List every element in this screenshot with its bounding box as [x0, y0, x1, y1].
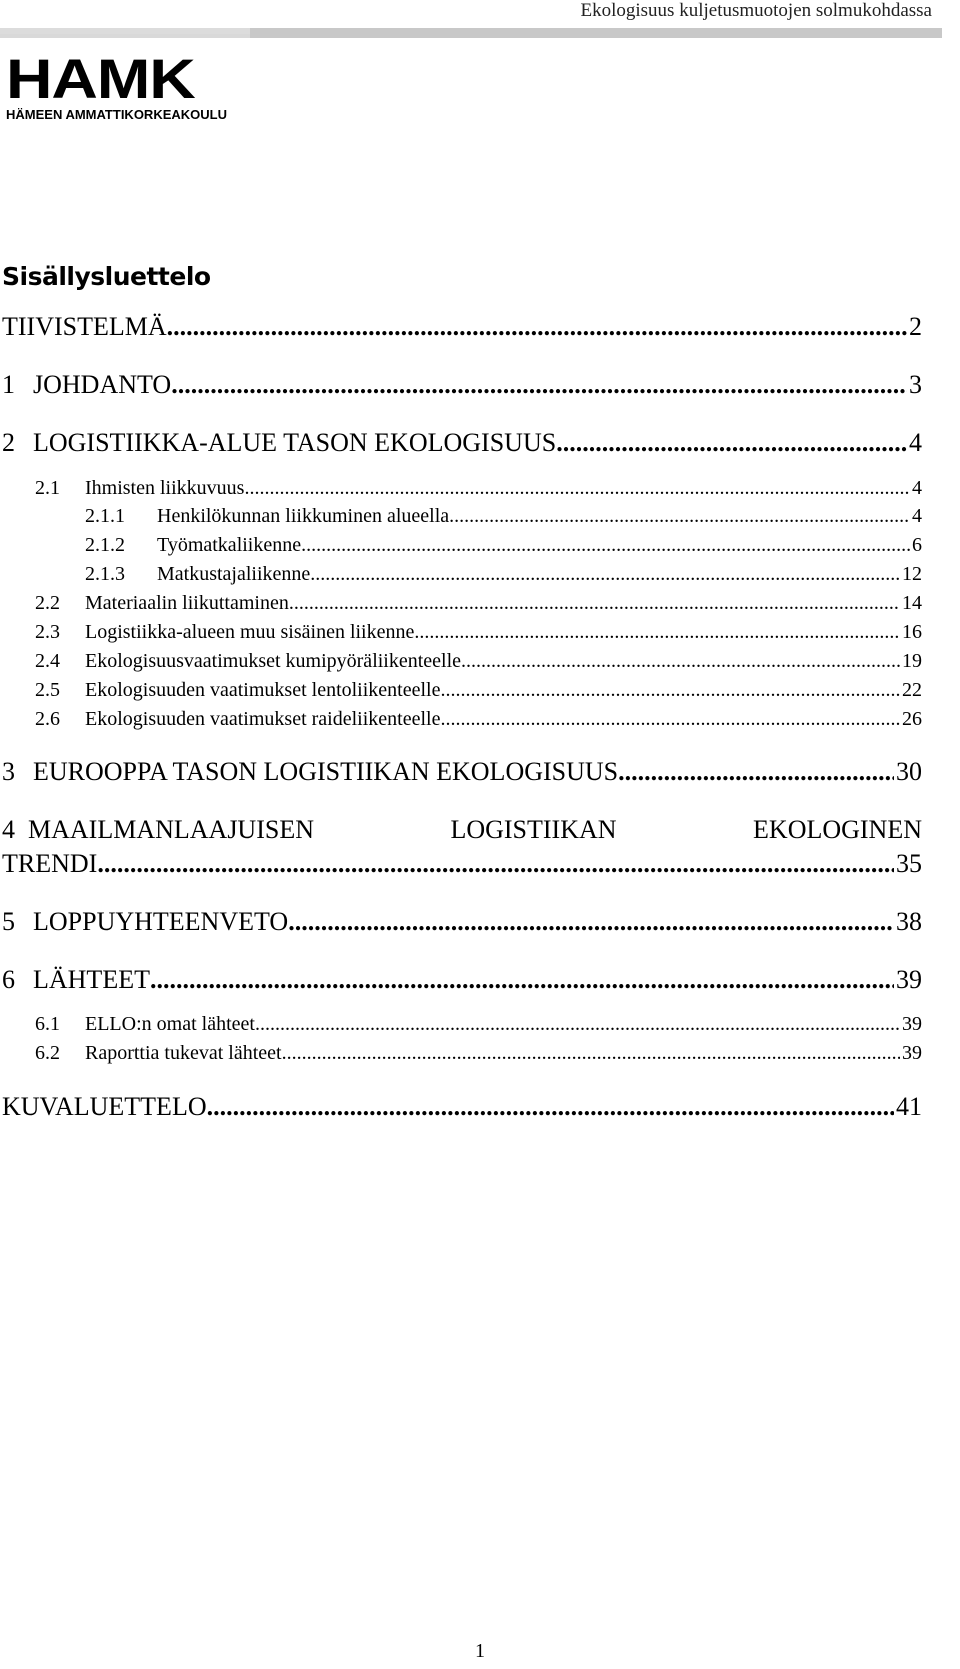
toc-leader-dots — [97, 849, 894, 879]
toc-entry-number: 2.6 — [35, 708, 60, 730]
toc-entry-tiivistelma[interactable] — [2, 312, 922, 342]
toc-entry-number: 2.1 — [35, 477, 60, 499]
toc-leader-dots — [301, 534, 910, 557]
toc-leader-dots — [289, 592, 900, 615]
toc-entry-number: 2.4 — [35, 650, 60, 672]
toc-entry-number: 2 — [2, 428, 15, 457]
toc-entry-number: 2.1.1 — [85, 505, 125, 527]
toc-entry-page: 12 — [902, 563, 922, 585]
logo-subtitle: HÄMEEN AMMATTIKORKEAKOULU — [6, 107, 227, 122]
toc-leader-dots — [440, 679, 900, 702]
toc-entry-page: 4 — [912, 477, 922, 499]
toc-entry-title: Ekologisuuden vaatimukset lentoliikenteelle — [85, 679, 441, 701]
toc-leader-dots — [440, 708, 900, 731]
toc-entry-6-1[interactable] — [35, 1013, 922, 1036]
hamk-logo — [6, 47, 227, 122]
toc-entry-4-second-line[interactable] — [2, 849, 922, 879]
toc-entry-title: LOGISTIIKKA-ALUE TASON EKOLOGISUUS — [33, 428, 557, 457]
toc-entry-6-2[interactable] — [35, 1042, 922, 1065]
toc-entry-number: 4 — [2, 815, 15, 844]
toc-entry-kuvaluettelo[interactable] — [2, 1092, 922, 1122]
toc-leader-dots — [244, 477, 910, 500]
toc-entry-2-3[interactable] — [35, 621, 922, 644]
toc-entry-title: LOPPUYHTEENVETO — [33, 907, 289, 936]
toc-entry-2-4[interactable] — [35, 650, 922, 673]
toc-entry-title: Ihmisten liikkuvuus — [85, 477, 245, 499]
toc-entry-page: 2 — [909, 312, 922, 341]
toc-entry-number: 3 — [2, 757, 15, 786]
toc-entry-2[interactable] — [2, 428, 922, 458]
toc-entry-title: KUVALUETTELO — [2, 1092, 207, 1121]
toc-entry-2-1-1[interactable] — [85, 505, 922, 528]
running-header: Ekologisuus kuljetusmuotojen solmukohdassa — [580, 0, 932, 21]
toc-leader-dots — [171, 370, 907, 400]
toc-entry-title: Ekologisuusvaatimukset kumipyöräliikenteelle — [85, 650, 462, 672]
toc-entry-page: 39 — [902, 1013, 922, 1035]
toc-entry-number: 5 — [2, 907, 15, 936]
toc-entry-number: 2.5 — [35, 679, 60, 701]
toc-entry-title: Työmatkaliikenne — [157, 534, 302, 556]
toc-entry-2-2[interactable] — [35, 592, 922, 615]
toc-entry-title: Logistiikka-alueen muu sisäinen liikenne — [85, 621, 415, 643]
toc-entry-title: Ekologisuuden vaatimukset raideliikenteelle — [85, 708, 441, 730]
toc-entry-number: 2.1.3 — [85, 563, 125, 585]
toc-leader-dots — [618, 757, 894, 787]
toc-leader-dots — [255, 1013, 900, 1036]
toc-entry-title: Matkustajaliikenne — [157, 563, 311, 585]
toc-entry-number: 2.2 — [35, 592, 60, 614]
toc-entry-3[interactable] — [2, 757, 922, 787]
toc-entry-page: 35 — [896, 849, 922, 878]
toc-leader-dots — [556, 428, 907, 458]
toc-entry-title: EUROOPPA TASON LOGISTIIKAN EKOLOGISUUS — [33, 757, 619, 786]
toc-entry-page: 39 — [902, 1042, 922, 1064]
toc-entry-page: 38 — [896, 907, 922, 936]
toc-leader-dots — [207, 1092, 894, 1122]
toc-leader-dots — [461, 650, 900, 673]
toc-entry-word-3: EKOLOGINEN — [753, 815, 922, 844]
toc-entry-page: 4 — [912, 505, 922, 527]
toc-entry-page: 3 — [909, 370, 922, 399]
toc-entry-4-first-line[interactable] — [2, 815, 922, 845]
toc-leader-dots — [282, 1042, 900, 1065]
toc-entry-page: 16 — [902, 621, 922, 643]
toc-entry-number: 6.2 — [35, 1042, 60, 1064]
toc-entry-page: 4 — [909, 428, 922, 457]
toc-entry-title: Raporttia tukevat lähteet — [85, 1042, 282, 1064]
toc-entry-title: Materiaalin liikuttaminen — [85, 592, 289, 614]
toc-entry-2-1[interactable] — [35, 477, 922, 500]
toc-entry-page: 30 — [896, 757, 922, 786]
toc-entry-page: 14 — [902, 592, 922, 614]
toc-leader-dots — [288, 907, 894, 937]
toc-entry-page: 22 — [902, 679, 922, 701]
page-number: 1 — [475, 1640, 485, 1662]
toc-entry-page: 6 — [912, 534, 922, 556]
toc-entry-title: Henkilökunnan liikkuminen alueella — [157, 505, 450, 527]
toc-leader-dots — [414, 621, 900, 644]
toc-entry-page: 26 — [902, 708, 922, 730]
toc-entry-word-2: LOGISTIIKAN — [450, 815, 617, 844]
header-rule — [0, 28, 942, 38]
toc-entry-2-6[interactable] — [35, 708, 922, 731]
toc-entry-number: 6.1 — [35, 1013, 60, 1035]
toc-entry-1[interactable] — [2, 370, 922, 400]
toc-entry-title: JOHDANTO — [33, 370, 172, 399]
toc-entry-5[interactable] — [2, 907, 922, 937]
toc-entry-2-1-3[interactable] — [85, 563, 922, 586]
toc-entry-title: ELLO:n omat lähteet — [85, 1013, 255, 1035]
toc-entry-number: 6 — [2, 965, 15, 994]
toc-leader-dots — [167, 312, 907, 342]
toc-entry-page: 19 — [902, 650, 922, 672]
toc-entry-number: 2.1.2 — [85, 534, 125, 556]
toc-entry-title: TIIVISTELMÄ — [2, 312, 167, 341]
toc-heading: Sisällysluettelo — [2, 262, 211, 291]
toc-entry-page: 39 — [896, 965, 922, 994]
toc-entry-6[interactable] — [2, 965, 922, 995]
toc-entry-2-5[interactable] — [35, 679, 922, 702]
toc-entry-title: LÄHTEET — [33, 965, 150, 994]
toc-leader-dots — [449, 505, 910, 528]
toc-entry-number: 2.3 — [35, 621, 60, 643]
toc-entry-number-and-word — [2, 815, 314, 845]
toc-entry-2-1-2[interactable] — [85, 534, 922, 557]
toc-leader-dots — [310, 563, 900, 586]
toc-entry-page: 41 — [896, 1092, 922, 1121]
toc-entry-title: TRENDI — [2, 849, 98, 878]
logo-word: HAMK — [6, 47, 195, 110]
toc-leader-dots — [150, 965, 894, 995]
toc-entry-number: 1 — [2, 370, 15, 399]
toc-entry-word-1: MAAILMANLAAJUISEN — [28, 815, 314, 844]
